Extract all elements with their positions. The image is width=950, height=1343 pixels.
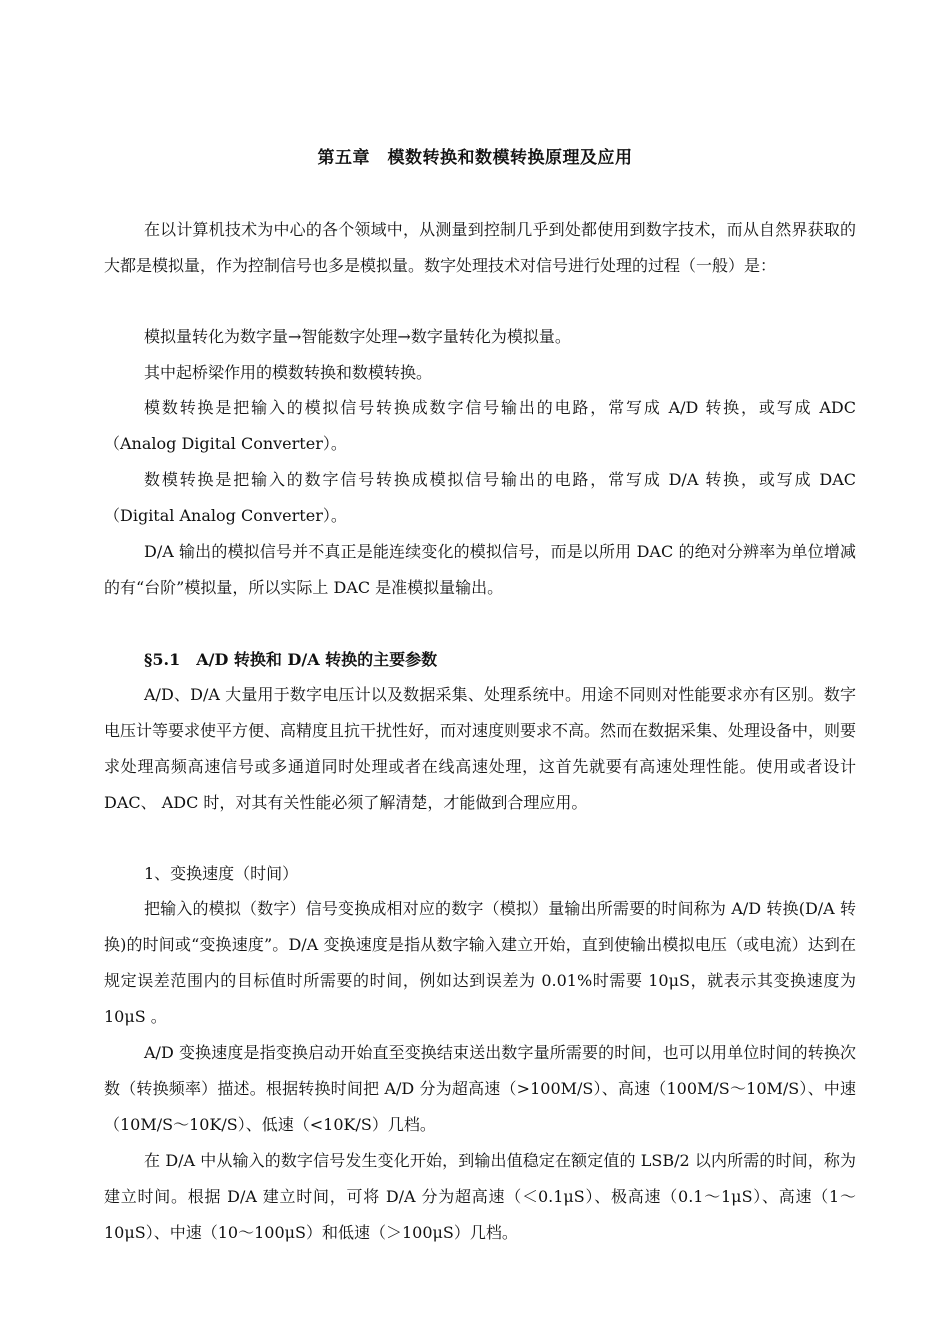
da-output-paragraph: D/A 输出的模拟信号并不真正是能连续变化的模拟信号，而是以所用 DAC 的绝对分辨率为单位增减的有“台阶”模拟量，所以实际上 DAC 是准模拟量输出。 <box>104 542 856 597</box>
dac-definition-paragraph: 数模转换是把输入的数字信号转换成模拟信号输出的电路，常写成 D/A 转换，或写成 DAC（Digital Analog Converter）。 <box>104 470 856 525</box>
conversion-speed-paragraph: 把输入的模拟（数字）信号变换成相对应的数字（模拟）量输出所需要的时间称为 A/D 转换(D/A 转换)的时间或“变换速度”。D/A 变换速度是指从数字输入建立开始，直到使输出模拟电压（或电流）达到在规定误差范围内的目标值时所需要的时间，例如达到误差为 0.01%时需要 10μS，就表示其变换速度为 10μS 。 <box>104 899 856 1026</box>
bridge-line: 其中起桥梁作用的模数转换和数模转换。 <box>144 363 433 382</box>
adc-definition-paragraph: 模数转换是把输入的模拟信号转换成数字信号输出的电路，常写成 A/D 转换，或写成 ADC（Analog Digital Converter）。 <box>104 398 856 453</box>
ad-speed-paragraph: A/D 变换速度是指变换启动开始直至变换结束送出数字量所需要的时间，也可以用单位时间的转换次数（转换频率）描述。根据转换时间把 A/D 分为超高速（>100M/S）、高速（100M/S～10M/S）、中速（10M/S～10K/S）、低速（<10K/S）几档。 <box>104 1043 856 1134</box>
intro-paragraph: 在以计算机技术为中心的各个领域中，从测量到控制几乎到处都使用到数字技术，而从自然界获取的大都是模拟量，作为控制信号也多是模拟量。数字处理技术对信号进行处理的过程（一般）是： <box>104 220 856 275</box>
settling-time-paragraph: 在 D/A 中从输入的数字信号发生变化开始，到输出值稳定在额定值的 LSB/2 以内所需的时间，称为建立时间。根据 D/A 建立时间，可将 D/A 分为超高速（＜0.1μS）、极高速（0.1～1μS）、高速（1～10μS）、中速（10～100μS）和低速（＞100μS）几档。 <box>104 1151 856 1242</box>
process-flow-line: 模拟量转化为数字量→智能数字处理→数字量转化为模拟量。 <box>144 327 571 346</box>
item-heading: 1、变换速度（时间） <box>144 864 299 883</box>
chapter-title: 第五章 模数转换和数模转换原理及应用 <box>317 148 633 168</box>
section-intro-paragraph: A/D、D/A 大量用于数字电压计以及数据采集、处理系统中。用途不同则对性能要求亦有区别。数字电压计等要求使平方便、高精度且抗干扰性好，而对速度则要求不高。然而在数据采集、处理设备中，则要求处理高频高速信号或多通道同时处理或者在线高速处理，这首先就要有高速处理性能。使用或者设计 DAC、 ADC 时，对其有关性能必须了解清楚，才能做到合理应用。 <box>104 685 857 812</box>
section-heading: §5.1 A/D 转换和 D/A 转换的主要参数 <box>144 650 438 669</box>
